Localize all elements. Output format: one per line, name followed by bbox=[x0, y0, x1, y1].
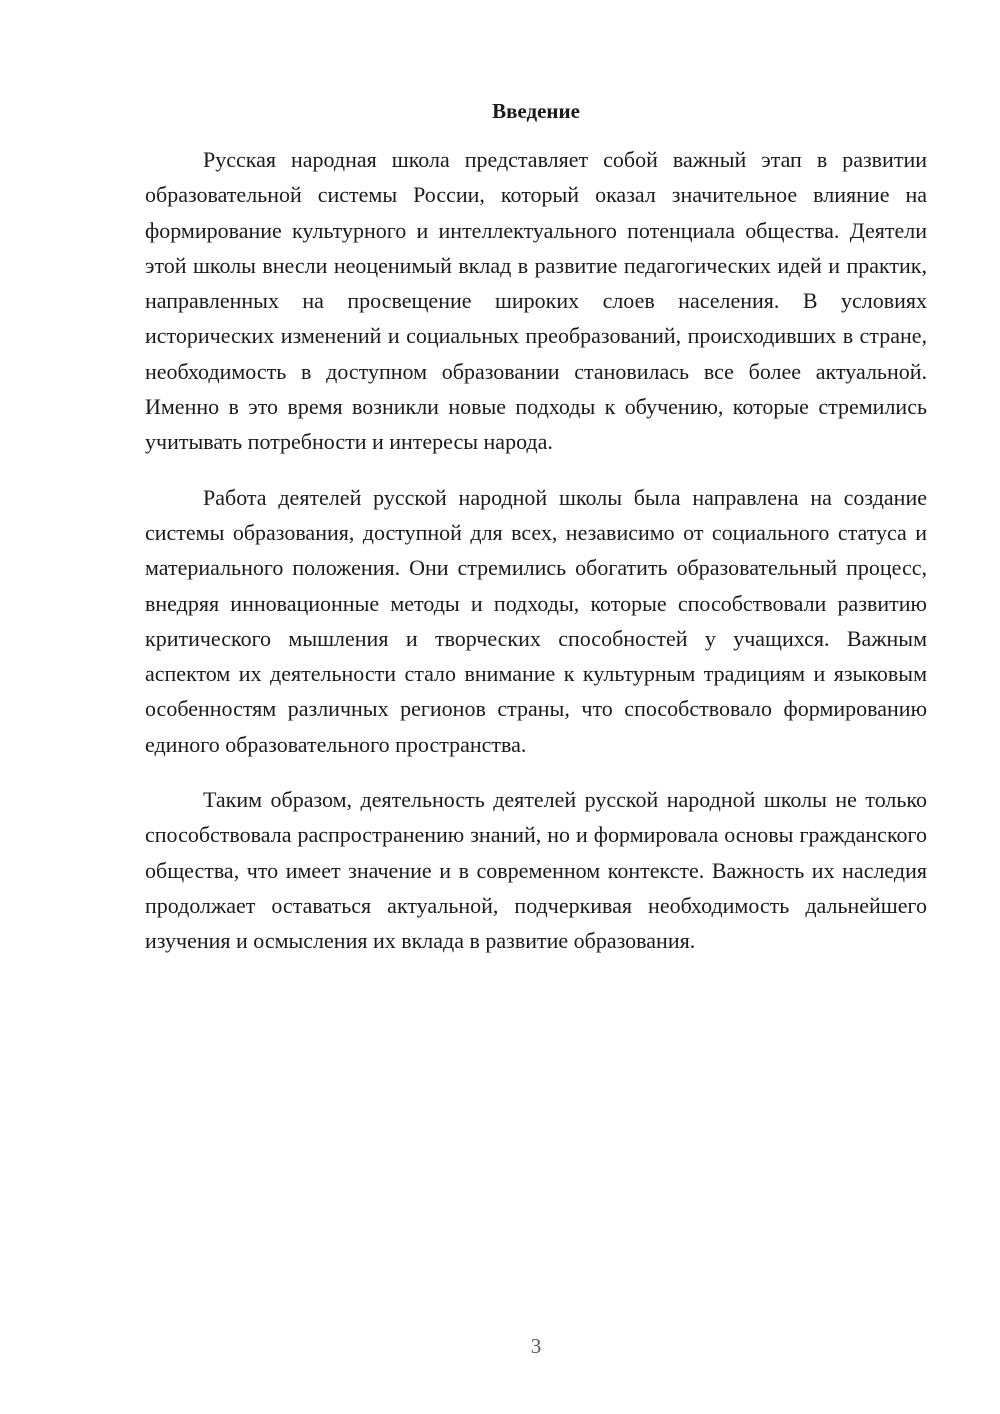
page-number: 3 bbox=[530, 1334, 542, 1358]
paragraph-2: Работа деятелей русской народной школы была направлена на создание системы образования, доступной для всех, независимо от социального статуса и материального положения. Они стремились обогатить образовательный процесс, внедряя инновационные методы и подходы, которые способствовали развитию критического мышления и творческих способностей у учащихся. Важным аспектом их деятельности стало внимание к культурным традициям и языковым особенностям различных регионов страны, что способствовало формированию единого образовательного пространства. bbox=[145, 484, 927, 757]
document-body bbox=[145, 142, 927, 979]
page-title: Введение bbox=[492, 99, 580, 123]
paragraph-3: Таким образом, деятельность деятелей русской народной школы не только способствовала распространению знаний, но и формировала основы гражданского общества, что имеет значение и в современном контексте. Важность их наследия продолжает оставаться актуальной, подчеркивая необходимость дальнейшего изучения и осмысления их вклада в развитие образования. bbox=[145, 787, 927, 954]
paragraph-1: Русская народная школа представляет собой важный этап в развитии образовательной системы России, который оказал значительное влияние на формирование культурного и интеллектуального потенциала общества. Деятели этой школы внесли неоценимый вклад в развитие педагогических идей и практик, направленных на просвещение широких слоев населения. В условиях исторических изменений и социальных преобразований, происходивших в стране, необходимость в доступном образовании становилась все более актуальной. Именно в это время возникли новые подходы к обучению, которые стремились учитывать потребности и интересы народа. bbox=[145, 147, 927, 455]
